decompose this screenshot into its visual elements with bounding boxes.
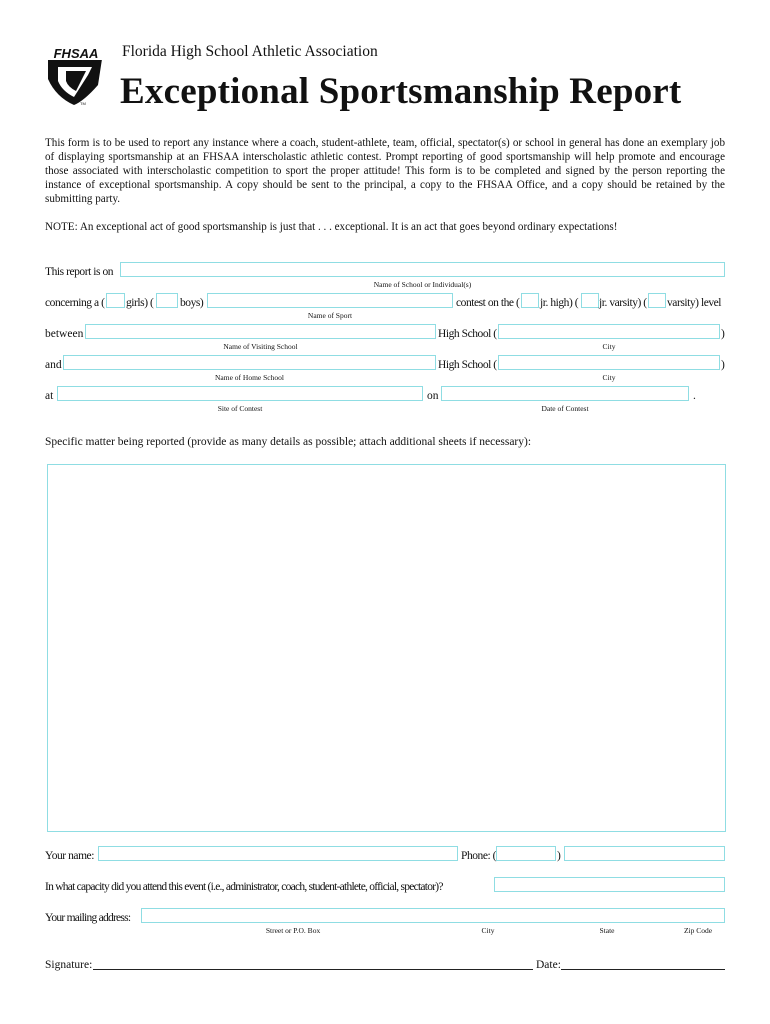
boys-label: boys) [180, 297, 204, 309]
visiting-school-caption: Name of Visiting School [223, 342, 298, 351]
date-label: Date: [536, 959, 561, 971]
phone-label: Phone: ( [461, 850, 497, 862]
state-caption: State [599, 926, 615, 935]
note-text: NOTE: An exceptional act of good sportsmanship is just that . . . exceptional. It is an act that goes beyond ordinary expectations! [45, 221, 618, 233]
date-rule[interactable] [561, 969, 725, 970]
street-caption: Street or P.O. Box [265, 926, 321, 935]
concerning-prefix: concerning a ( [45, 297, 105, 309]
home-city-caption: City [602, 373, 616, 382]
between-high-school-label: High School ( [438, 328, 497, 340]
your-name-label: Your name: [45, 850, 94, 862]
site-caption: Site of Contest [217, 404, 263, 413]
area-code-input[interactable] [496, 846, 556, 861]
between-label: between [45, 328, 84, 340]
mailing-label: Your mailing address: [45, 912, 131, 924]
organization-name: Florida High School Athletic Association [122, 43, 378, 60]
visiting-city-caption: City [602, 342, 616, 351]
visiting-school-input[interactable] [85, 324, 436, 339]
sport-caption: Name of Sport [307, 311, 353, 320]
at-label: at [45, 390, 54, 402]
report-on-caption: Name of School or Individual(s) [373, 280, 472, 289]
jr-high-label: jr. high) ( [540, 297, 579, 309]
girls-checkbox-field[interactable] [106, 293, 125, 308]
at-row-period: . [693, 390, 696, 402]
zip-caption: Zip Code [683, 926, 713, 935]
sport-input[interactable] [207, 293, 453, 308]
on-label: on [427, 390, 439, 402]
city-caption: City [481, 926, 495, 935]
jr-varsity-field[interactable] [581, 293, 599, 308]
boys-checkbox-field[interactable] [156, 293, 178, 308]
intro-paragraph: This form is to be used to report any instance where a coach, student-athlete, team, official, spectator(s) or school in general has done an exemplary job of displaying sportsmanship at an FHSAA interscholastic athletic contest. Prompt reporting of good sportsmanship will help promote and encourage those associated with interscholastic competition to sport the proper attitude! This form is to be completed and signed by the person reporting the instance of exceptional sportsmanship. A copy should be sent to the principal, a copy to the FHSAA Office, and a copy should be retained by the submitting party. [45, 137, 725, 205]
contest-on-label: contest on the ( [456, 297, 520, 309]
fhsaa-logo [44, 45, 108, 107]
site-input[interactable] [57, 386, 423, 401]
capacity-input[interactable] [494, 877, 725, 892]
your-name-input[interactable] [98, 846, 458, 861]
varsity-label: varsity) level [667, 297, 722, 309]
phone-input[interactable] [564, 846, 725, 861]
visiting-city-input[interactable] [498, 324, 720, 339]
logo-wordmark: FHSAA [53, 46, 99, 61]
signature-rule[interactable] [93, 969, 533, 970]
home-school-input[interactable] [63, 355, 436, 370]
specific-matter-textarea[interactable] [47, 464, 726, 832]
phone-close-paren: ) [557, 850, 561, 862]
date-of-contest-input[interactable] [441, 386, 689, 401]
mailing-address-input[interactable] [141, 908, 725, 923]
and-label: and [45, 359, 62, 371]
jr-high-field[interactable] [521, 293, 539, 308]
logo-trademark: TM [80, 101, 86, 106]
date-of-contest-caption: Date of Contest [541, 404, 589, 413]
report-on-input[interactable] [120, 262, 725, 277]
capacity-label: In what capacity did you attend this event (i.e., administrator, coach, student-athlete, official, spectator)? [45, 881, 443, 893]
form-title: Exceptional Sportsmanship Report [120, 71, 682, 112]
specific-matter-label: Specific matter being reported (provide as many details as possible; attach additional sheets if necessary): [45, 436, 532, 448]
and-high-school-label: High School ( [438, 359, 497, 371]
between-close-paren: ) [721, 328, 725, 340]
report-on-label: This report is on [45, 266, 114, 278]
varsity-field[interactable] [648, 293, 666, 308]
signature-label: Signature: [45, 959, 93, 971]
girls-label: girls) ( [126, 297, 154, 309]
home-city-input[interactable] [498, 355, 720, 370]
home-school-caption: Name of Home School [215, 373, 284, 382]
and-close-paren: ) [721, 359, 725, 371]
jr-varsity-label: jr. varsity) ( [599, 297, 647, 309]
